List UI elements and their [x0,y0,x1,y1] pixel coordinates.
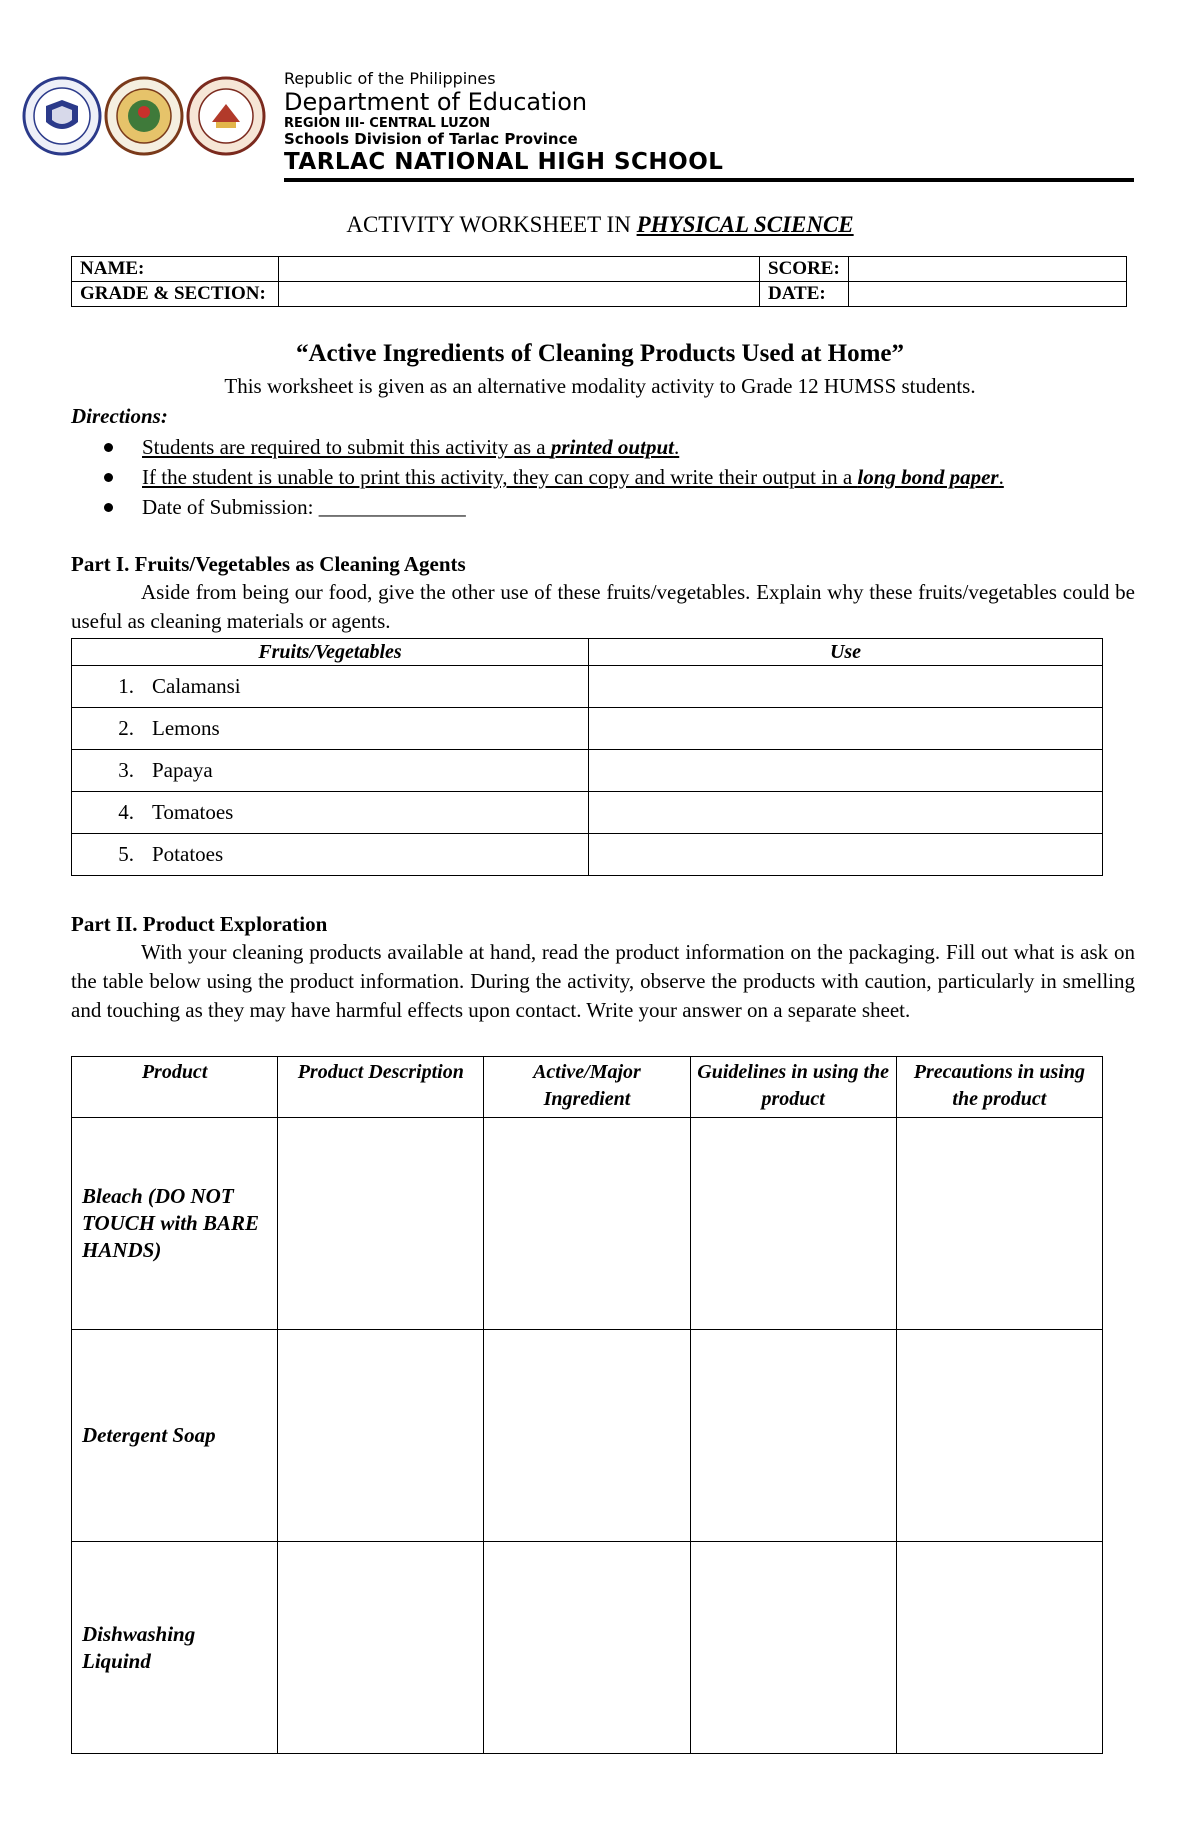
use-cell[interactable] [589,750,1103,792]
answer-cell[interactable] [484,1330,690,1542]
use-column-header: Use [589,639,1103,666]
answer-cell[interactable] [896,1542,1102,1754]
student-info-table [71,256,1127,307]
worksheet-title [0,212,1200,238]
item-number: 5. [118,842,134,866]
item-number: 1. [118,674,134,698]
part1-heading: Part I. Fruits/Vegetables as Cleaning Agents [71,552,466,576]
direction-text [142,465,1004,489]
direction-item [104,462,1144,492]
table-row [72,1542,1103,1754]
table-row [72,834,1103,876]
guidelines-column-header: Guidelines in using the product [690,1057,896,1118]
fruit-cell [72,834,589,876]
direction-text-main: If the student is unable to print this activity, they can copy and write their output in a [142,465,858,489]
fruits-table [71,638,1103,876]
part2-instructions: With your cleaning products available at hand, read the product information on the packaging. Fill out what is ask on the table below using the product information. During the activity, observe the products with caution, particularly in smelling and touching as they may have harmful effects upon contact. Write your answer on a separate sheet. [71,940,1135,1022]
product-name-cell: Bleach (DO NOT TOUCH with BARE HANDS) [72,1118,278,1330]
product-column-header: Product [72,1057,278,1118]
item-name: Papaya [152,758,213,782]
logos [22,76,262,160]
bullet-icon [104,503,113,512]
header-divider [284,178,1134,182]
subject: PHYSICAL SCIENCE [636,212,854,237]
product-name-cell: Detergent Soap [72,1330,278,1542]
date-label: DATE: [760,282,849,307]
division-seal-icon [186,76,266,156]
directions-list [104,432,1144,522]
answer-cell[interactable] [690,1542,896,1754]
date-field[interactable] [849,282,1127,307]
fruit-cell [72,750,589,792]
answer-cell[interactable] [278,1542,484,1754]
use-cell[interactable] [589,792,1103,834]
grade-field[interactable] [279,282,760,307]
answer-cell[interactable] [690,1118,896,1330]
direction-text-main: Students are required to submit this activity as a [142,435,551,459]
republic-line: Republic of the Philippines [284,69,496,88]
division-line: Schools Division of Tarlac Province [284,130,578,148]
department-line: Department of Education [284,88,588,116]
use-cell[interactable] [589,666,1103,708]
product-table [71,1056,1103,1754]
table-row [72,792,1103,834]
precautions-column-header: Precautions in using the product [896,1057,1102,1118]
bullet-icon [104,443,113,452]
item-number: 3. [118,758,134,782]
name-label: NAME: [72,257,279,282]
ingredient-column-header: Active/Major Ingredient [484,1057,690,1118]
school-line: TARLAC NATIONAL HIGH SCHOOL [284,149,724,175]
item-number: 2. [118,716,134,740]
table-row [72,750,1103,792]
fruit-cell [72,666,589,708]
answer-cell[interactable] [278,1118,484,1330]
item-name: Calamansi [152,674,241,698]
table-row [72,1118,1103,1330]
item-number: 4. [118,800,134,824]
answer-cell[interactable] [278,1330,484,1542]
direction-item [104,492,1144,522]
deped-seal-icon [22,76,102,156]
use-cell[interactable] [589,834,1103,876]
region-seal-icon [104,76,184,156]
table-row [72,708,1103,750]
part2-heading: Part II. Product Exploration [71,912,328,936]
letterhead [284,70,723,176]
item-name: Potatoes [152,842,224,866]
directions-label: Directions: [71,404,168,428]
grade-label: GRADE & SECTION: [72,282,279,307]
answer-cell[interactable] [484,1118,690,1330]
description-column-header: Product Description [278,1057,484,1118]
table-row [72,1330,1103,1542]
title-prefix: ACTIVITY WORKSHEET IN [346,212,637,237]
answer-cell[interactable] [896,1118,1102,1330]
score-label: SCORE: [760,257,849,282]
fruits-column-header: Fruits/Vegetables [72,639,589,666]
item-name: Lemons [152,716,220,740]
direction-end: . [673,435,680,459]
submission-label: Date of Submission: [142,495,319,519]
direction-emphasis: long bond paper [857,465,999,489]
direction-item [104,432,1144,462]
activity-subtitle: This worksheet is given as an alternative modality activity to Grade 12 HUMSS students. [224,374,976,398]
score-field[interactable] [849,257,1127,282]
part1-instructions: Aside from being our food, give the other use of these fruits/vegetables. Explain why these fruits/vegetables could be useful as cleaning materials or agents. [71,580,1135,633]
answer-cell[interactable] [690,1330,896,1542]
region-line: REGION III- CENTRAL LUZON [284,116,491,131]
bullet-icon [104,473,113,482]
activity-title: “Active Ingredients of Cleaning Products Used at Home” [295,340,905,367]
fruit-cell [72,708,589,750]
answer-cell[interactable] [484,1542,690,1754]
name-field[interactable] [279,257,760,282]
answer-cell[interactable] [896,1330,1102,1542]
direction-text [142,435,679,459]
product-name-cell: Dishwashing Liquind [72,1542,278,1754]
table-row [72,666,1103,708]
direction-end: . [998,465,1004,489]
fruit-cell [72,792,589,834]
direction-emphasis: printed output [550,435,674,459]
item-name: Tomatoes [152,800,234,824]
submission-blank[interactable]: ______________ [318,495,466,519]
use-cell[interactable] [589,708,1103,750]
